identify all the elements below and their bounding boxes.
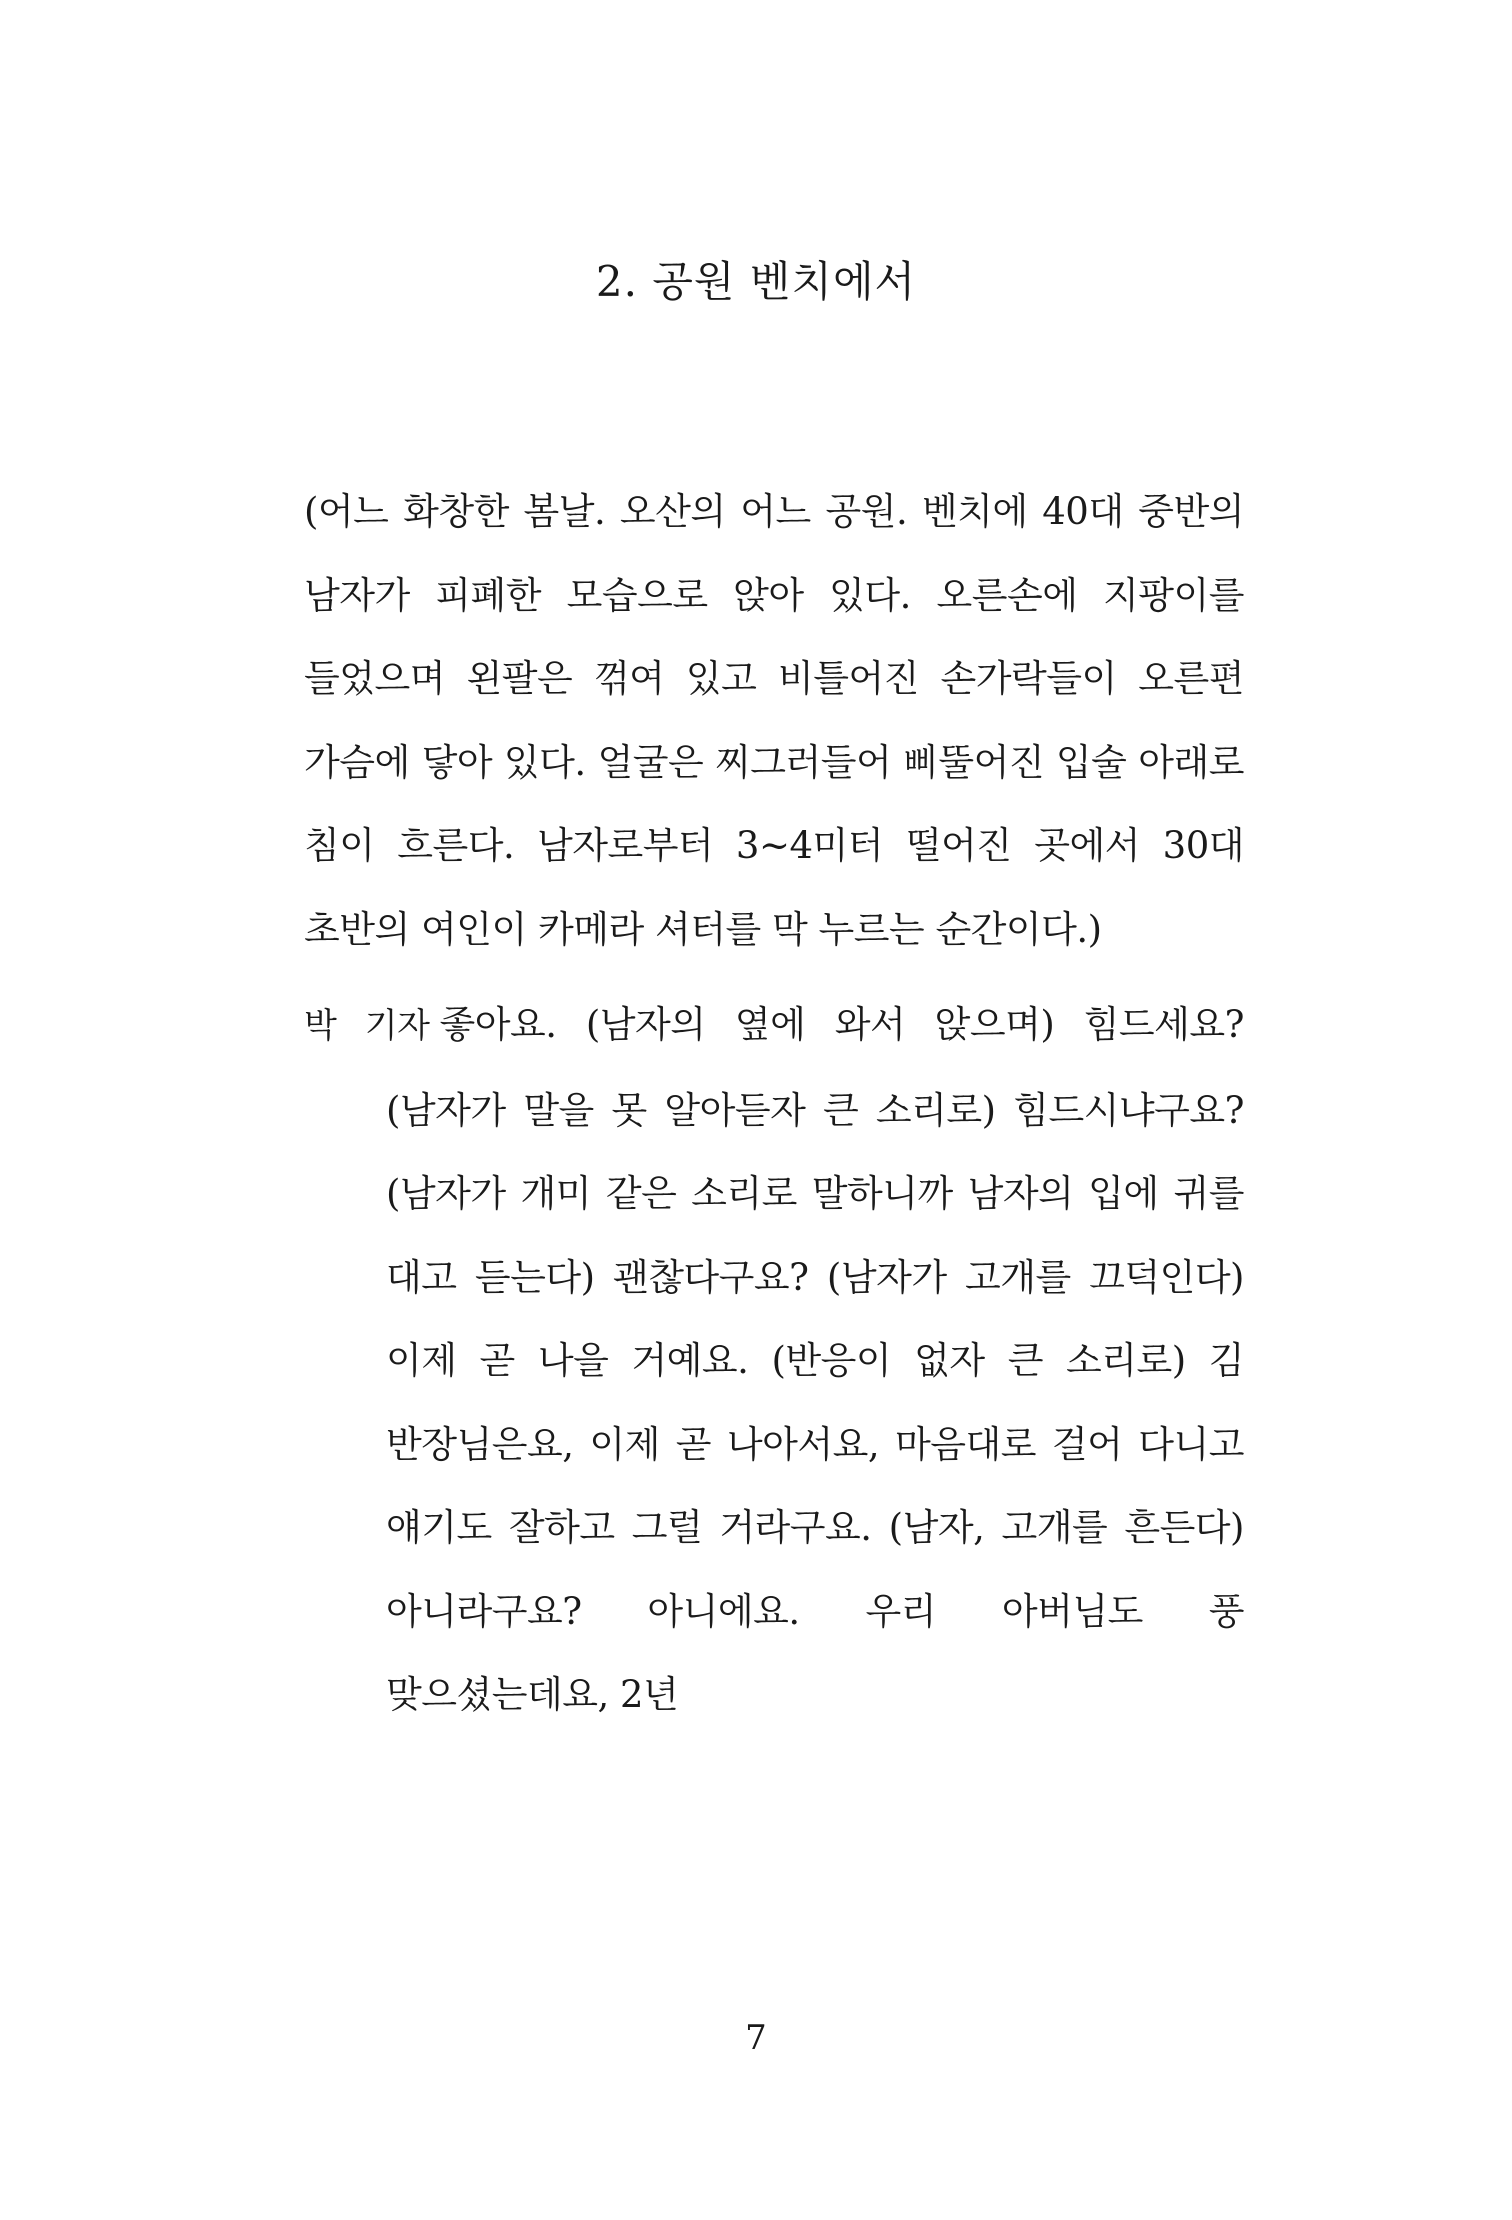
speaker-name: 박 기자 (304, 1006, 430, 1046)
dialogue-line: 좋아요. (남자의 옆에 와서 앉으며) 힘드세요? (남자가 말을 못 알아듣자 큰 소리로) 힘드시냐구요? (남자가 개미 같은 소리로 말하니까 남자의 입에 귀를 대고 듣는다) 괜찮다구요? (남자가 고개를 끄덕인다) 이제 곧 나을 거예요. (반응이 없자 큰 소리로) 김 반장님은요, 이제 곧 나아서요, 마음대로 걸어 다니고 얘기도 잘하고 그럴 거라구요. (남자, 고개를 흔든다) 아니라구요? 아니에요. 우리 아버님도 풍 맞으셨는데요, 2년 (386, 1003, 1244, 1716)
stage-direction: (어느 화창한 봄날. 오산의 어느 공원. 벤치에 40대 중반의 남자가 피폐한 모습으로 앉아 있다. 오른손에 지팡이를 들었으며 왼팔은 꺾여 있고 비틀어진 손가락들이 오른편 가슴에 닿아 있다. 얼굴은 찌그러들어 삐뚤어진 입술 아래로 침이 흐른다. 남자로부터 3~4미터 떨어진 곳에서 30대 초반의 여인이 카메라 셔터를 막 누르는 순간이다.) (304, 490, 1244, 951)
page-number: 7 (745, 2018, 767, 2058)
section-title: 2. 공원 벤치에서 (595, 257, 917, 306)
dialogue-block (304, 983, 1244, 1737)
